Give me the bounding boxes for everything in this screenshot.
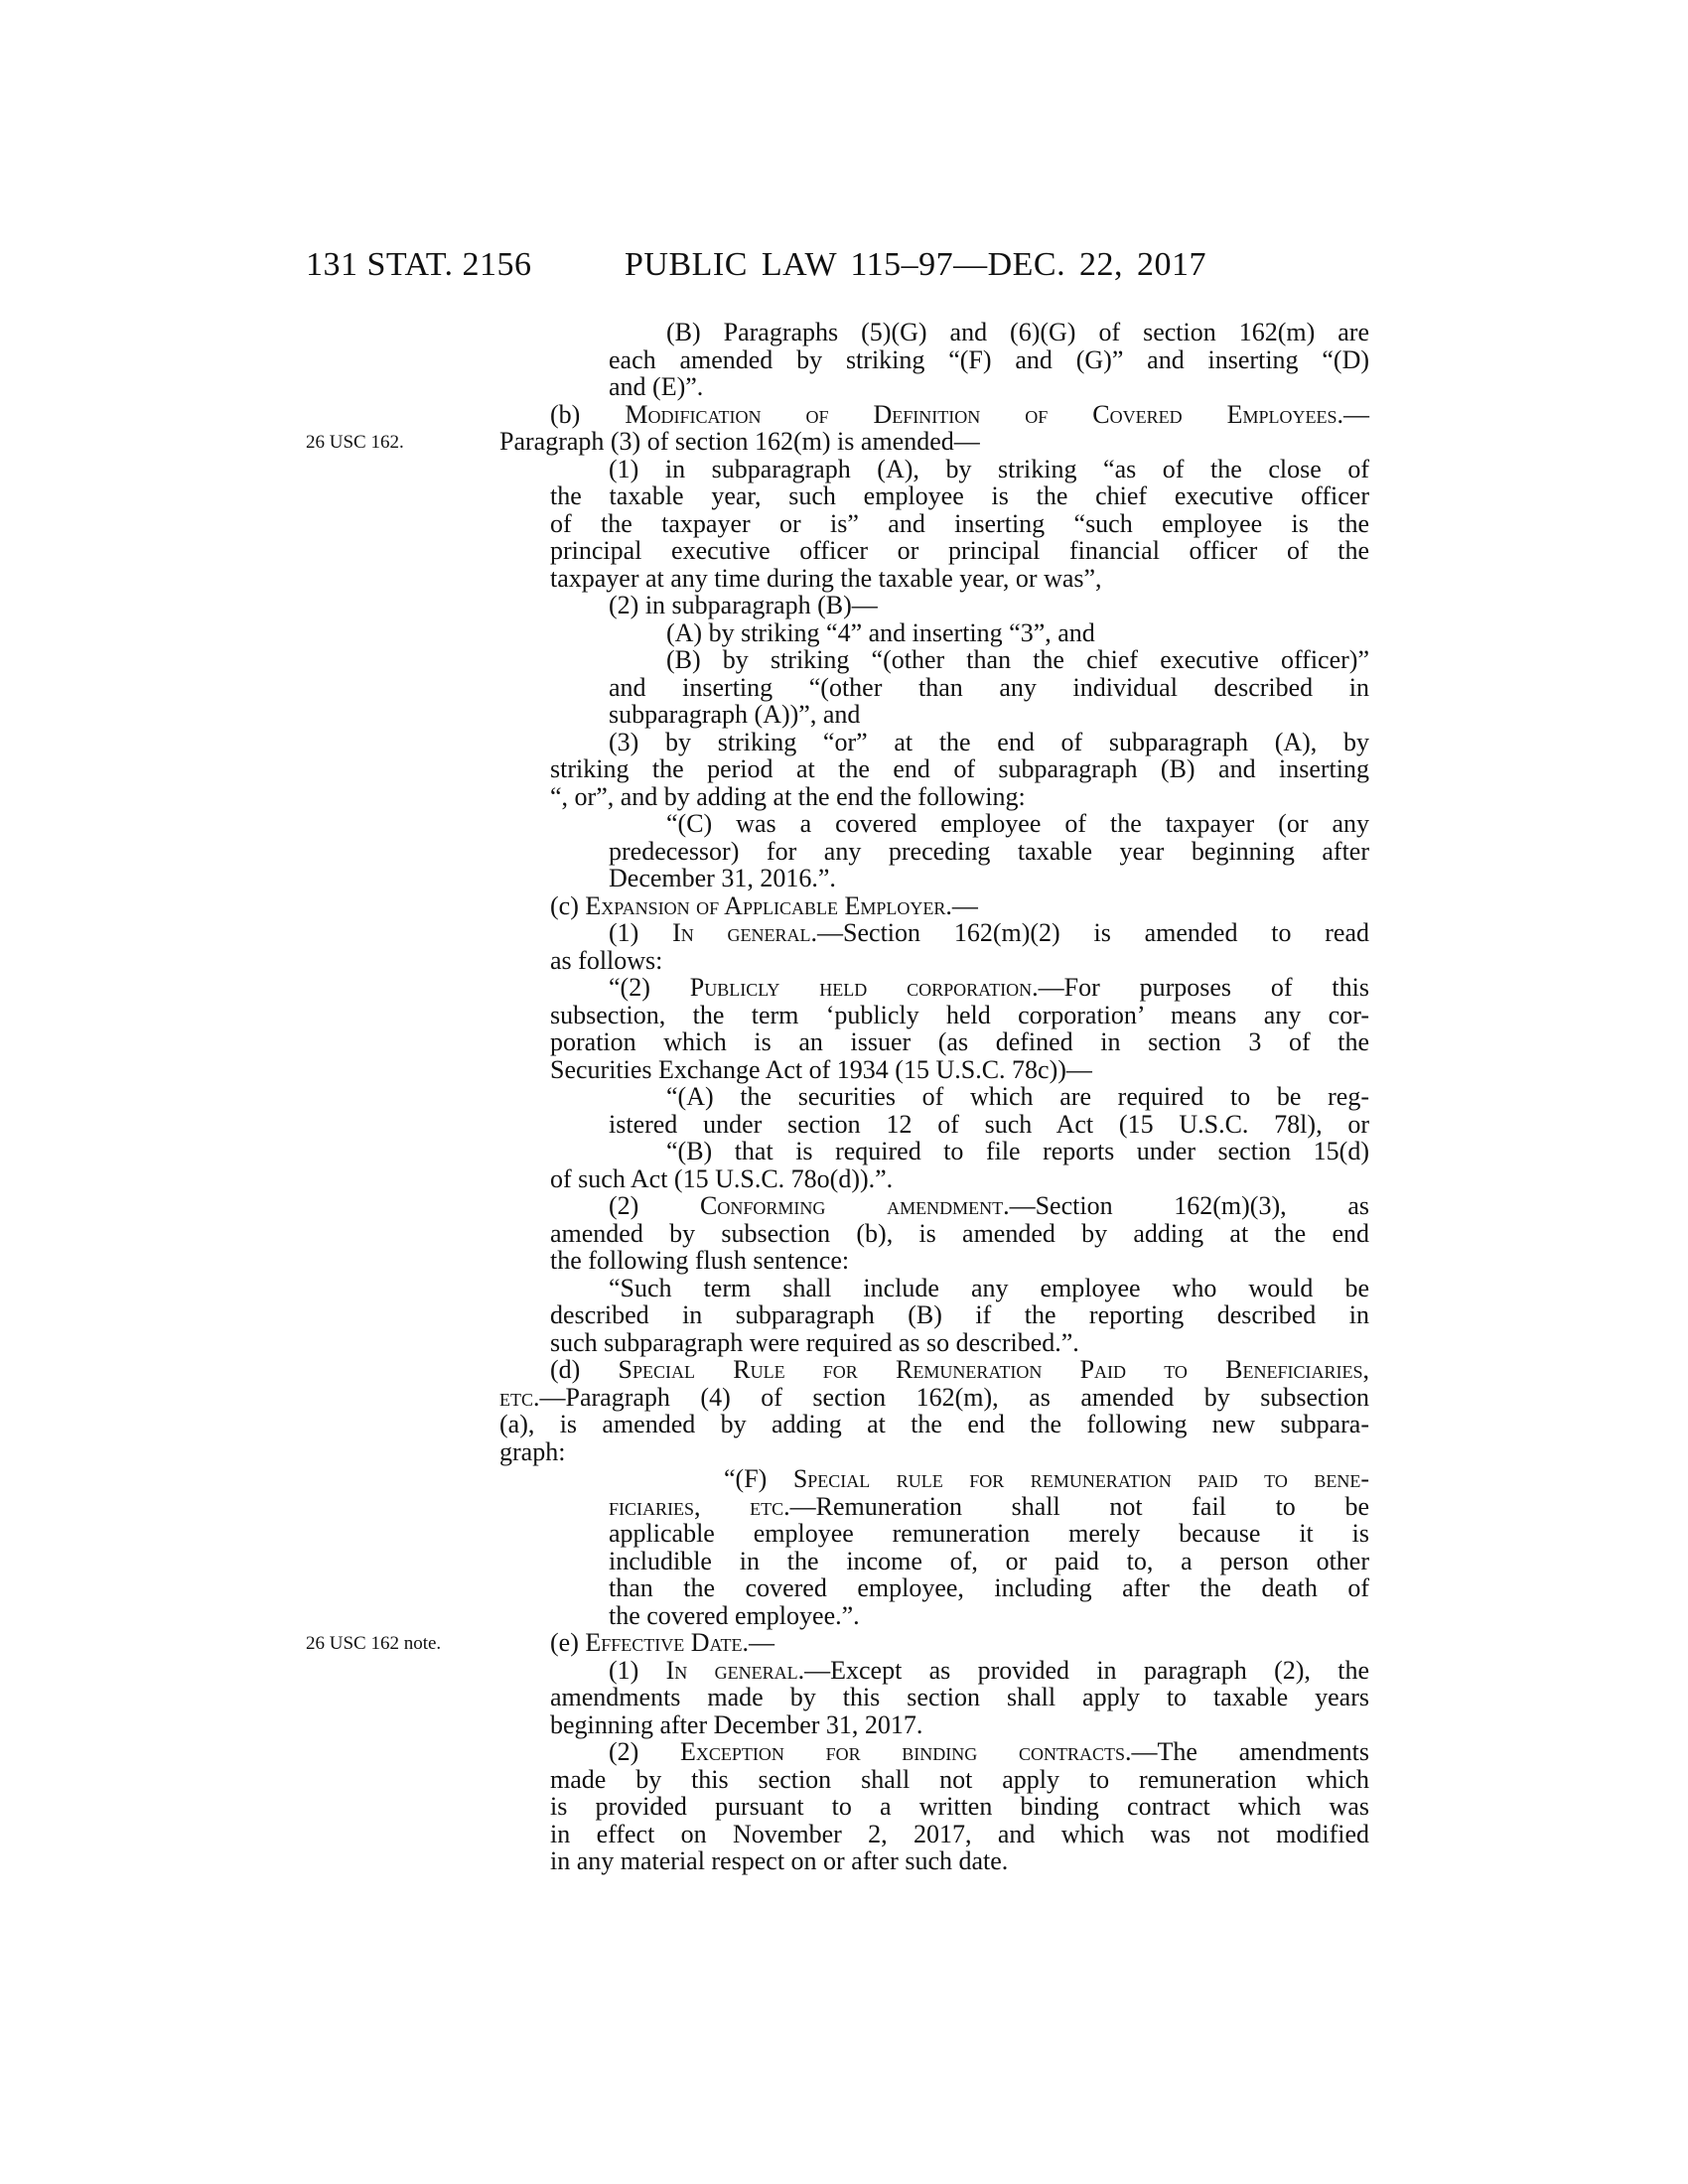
small-caps-heading: etc. [499, 1382, 540, 1412]
text-segment: (a), is amended by adding at the end the following new subpara- [499, 1410, 1369, 1438]
text-line [609, 838, 1369, 866]
text-segment: “(A) the securities of which are required to be reg- [666, 1082, 1369, 1111]
running-head: PUBLIC LAW 115–97—DEC. 22, 2017 [625, 246, 1206, 283]
text-segment: (1) in subparagraph (A), by striking “as of the close of [609, 454, 1369, 483]
text-segment: —Paragraph (4) of section 162(m), as amended by subsection [539, 1382, 1369, 1412]
text-segment: taxpayer at any time during the taxable year, or was”, [550, 563, 1102, 593]
text-segment: (B) by striking “(other than the chief executive officer)” [666, 645, 1369, 674]
page-citation: 131 STAT. 2156 [306, 246, 532, 283]
text-line [609, 373, 1369, 401]
text-segment: applicable employee remuneration merely because it is [609, 1519, 1369, 1548]
text-segment: —Section 162(m)(2) is amended to read [817, 918, 1369, 947]
text-segment: the covered employee.”. [609, 1600, 860, 1630]
text-segment: (3) by striking “or” at the end of subparagraph (A), by [609, 727, 1369, 756]
text-segment: (e) [550, 1628, 586, 1657]
text-segment: istered under section 12 of such Act (15 U.S.C. 78l), or [609, 1109, 1369, 1139]
text-line [609, 1192, 1369, 1220]
text-segment: beginning after December 31, 2017. [550, 1709, 923, 1739]
text-line [550, 537, 1369, 565]
text-segment: amended by subsection (b), is amended by adding at the end [550, 1218, 1369, 1248]
small-caps-heading: Expansion of Applicable Employer. [585, 890, 952, 920]
text-line [550, 1793, 1369, 1821]
text-segment: described in subparagraph (B) if the reporting described in [550, 1300, 1369, 1329]
text-line [550, 1684, 1369, 1711]
text-segment: “, or”, and by adding at the end the following: [550, 781, 1026, 811]
text-segment: Securities Exchange Act of 1934 (15 U.S.C. 78c))— [550, 1054, 1092, 1084]
text-segment: the following flush sentence: [550, 1246, 850, 1275]
text-line [609, 729, 1369, 756]
small-caps-heading: ficiaries, etc. [609, 1491, 790, 1521]
text-line [550, 783, 1369, 811]
text-line [550, 482, 1369, 510]
text-segment: subparagraph (A))”, and [609, 700, 861, 729]
text-line [550, 401, 1369, 429]
small-caps-heading: Publicly held corporation. [689, 973, 1039, 1002]
small-caps-heading: In general. [665, 1655, 805, 1685]
text-segment: —Remuneration shall not fail to be [789, 1491, 1369, 1521]
text-line [724, 1465, 1369, 1493]
text-line [609, 1602, 1369, 1630]
text-segment: —The amendments [1131, 1737, 1369, 1766]
text-segment: poration which is an issuer (as defined in section 3 of the [550, 1027, 1369, 1056]
text-segment: (c) [550, 890, 586, 920]
text-segment: of such Act (15 U.S.C. 78o(d)).”. [550, 1163, 894, 1193]
text-segment: (2) [609, 1191, 701, 1220]
text-segment: — [1342, 399, 1369, 429]
text-line [609, 701, 1369, 729]
small-caps-heading: Special Rule for Remuneration Paid to Beneficiaries, [618, 1355, 1369, 1384]
small-caps-heading: In general. [672, 918, 818, 947]
text-line [666, 810, 1369, 838]
text-line [609, 1275, 1369, 1302]
text-segment: (b) [550, 399, 626, 429]
text-line [550, 1247, 1369, 1275]
text-segment: than the covered employee, including after the death of [609, 1573, 1369, 1602]
text-line [499, 1411, 1369, 1438]
text-segment: (d) [550, 1355, 619, 1384]
text-segment: is provided pursuant to a written binding contract which was [550, 1792, 1369, 1821]
text-segment: —Except as provided in paragraph (2), the [804, 1655, 1369, 1685]
small-caps-heading: Conforming amendment. [700, 1191, 1010, 1220]
text-line [609, 974, 1369, 1002]
text-line [609, 1738, 1369, 1766]
text-line [550, 1056, 1369, 1084]
small-caps-heading: Effective Date. [585, 1628, 750, 1657]
text-segment: subsection, the term ‘publicly held corporation’ means any cor- [550, 1000, 1369, 1029]
text-segment: (2) [609, 1737, 681, 1766]
text-segment: made by this section shall not apply to remuneration which [550, 1764, 1369, 1794]
text-segment: —For purposes of this [1038, 973, 1369, 1002]
text-line [550, 1301, 1369, 1329]
text-line [550, 892, 1369, 920]
text-line [499, 1384, 1369, 1412]
text-line [550, 947, 1369, 975]
text-segment: includible in the income of, or paid to, a person other [609, 1546, 1369, 1575]
text-line [666, 319, 1369, 346]
text-line [499, 428, 1369, 456]
text-segment: and (E)”. [609, 372, 704, 401]
text-segment: and inserting “(other than any individual described in [609, 672, 1369, 702]
small-caps-heading: Exception for binding contracts. [680, 1737, 1132, 1766]
text-line [550, 1629, 1369, 1657]
text-segment: — [749, 1628, 775, 1657]
small-caps-heading: Special rule for remuneration paid to bene- [792, 1464, 1369, 1493]
text-segment: “(F) [724, 1464, 793, 1493]
text-segment: each amended by striking “(F) and (G)” and inserting “(D) [609, 344, 1369, 374]
text-segment: the taxable year, such employee is the chief executive officer [550, 481, 1369, 510]
text-line [550, 1821, 1369, 1848]
text-line [550, 1766, 1369, 1794]
text-line [550, 1329, 1369, 1357]
text-line [609, 1493, 1369, 1521]
text-line [550, 510, 1369, 538]
text-line [666, 1083, 1369, 1111]
text-segment: “(B) that is required to file reports under section 15(d) [666, 1137, 1369, 1165]
text-segment: such subparagraph were required as so described.”. [550, 1327, 1079, 1357]
text-segment: principal executive officer or principal financial officer of the [550, 536, 1369, 565]
small-caps-heading: Modification of Definition of Covered Employees. [625, 399, 1343, 429]
text-line [550, 755, 1369, 783]
text-line [499, 1438, 1369, 1466]
text-segment: (B) Paragraphs (5)(G) and (6)(G) of section 162(m) are [666, 318, 1369, 346]
text-line [550, 1711, 1369, 1739]
text-segment: December 31, 2016.”. [609, 864, 836, 892]
text-line [550, 1165, 1369, 1193]
text-line [609, 346, 1369, 374]
text-segment: graph: [499, 1436, 566, 1466]
text-line [666, 646, 1369, 674]
text-line [609, 1574, 1369, 1602]
text-line [609, 1548, 1369, 1575]
text-segment: “(C) was a covered employee of the taxpayer (or any [666, 809, 1369, 838]
text-segment: predecessor) for any preceding taxable year beginning after [609, 836, 1369, 866]
text-segment: — [951, 890, 978, 920]
text-line [609, 1657, 1369, 1685]
text-line [550, 1028, 1369, 1056]
text-segment: “Such term shall include any employee who would be [609, 1273, 1369, 1302]
text-segment: (1) [609, 1655, 666, 1685]
text-segment: “(2) [609, 973, 690, 1002]
text-line [550, 1220, 1369, 1248]
text-line [609, 1520, 1369, 1548]
text-line [550, 1356, 1369, 1384]
text-segment: of the taxpayer or is” and inserting “such employee is the [550, 508, 1369, 538]
text-line [666, 619, 1369, 647]
text-segment: in effect on November 2, 2017, and which was not modified [550, 1819, 1369, 1848]
text-line [609, 865, 1369, 892]
text-segment: as follows: [550, 945, 663, 975]
text-line [609, 456, 1369, 483]
text-line [666, 1138, 1369, 1165]
text-line [609, 592, 1369, 619]
text-line [550, 1847, 1369, 1875]
margin-note-citation: 26 USC 162 note. [306, 1633, 442, 1654]
text-segment: Paragraph (3) of section 162(m) is amended— [499, 427, 980, 456]
text-segment: (A) by striking “4” and inserting “3”, and [666, 617, 1095, 647]
text-segment: in any material respect on or after such date. [550, 1846, 1009, 1875]
text-segment: (2) in subparagraph (B)— [609, 591, 878, 619]
text-line [609, 919, 1369, 947]
text-line [550, 565, 1369, 593]
text-segment: —Section 162(m)(3), as [1009, 1191, 1369, 1220]
text-line [550, 1002, 1369, 1029]
text-line [609, 1111, 1369, 1139]
text-segment: amendments made by this section shall apply to taxable years [550, 1683, 1369, 1711]
text-segment: (1) [609, 918, 673, 947]
text-segment: striking the period at the end of subparagraph (B) and inserting [550, 754, 1369, 783]
margin-note-citation: 26 USC 162. [306, 432, 404, 453]
text-line [609, 674, 1369, 702]
